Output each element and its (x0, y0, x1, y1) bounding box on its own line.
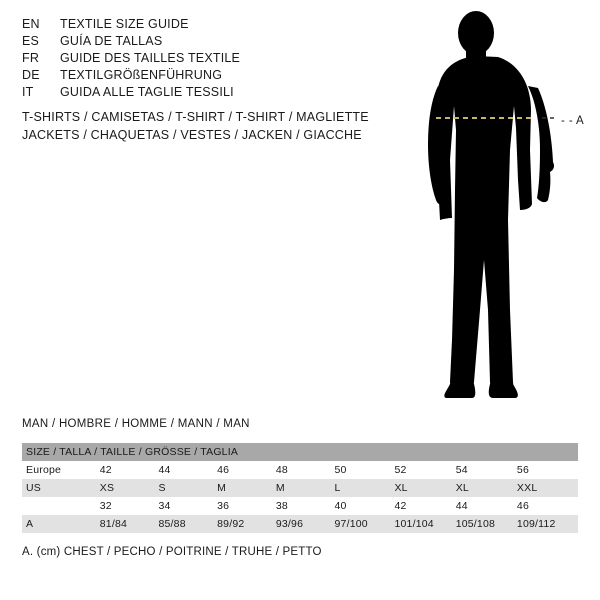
language-row-en (22, 17, 382, 34)
cell-europe-4: 48 (275, 464, 288, 476)
silhouette-icon (398, 10, 598, 405)
category-line-jackets: JACKETS / CHAQUETAS / VESTES / JACKEN / GIACCHE (22, 128, 362, 142)
cell-usnum-3: 36 (217, 500, 230, 512)
cell-us-5: L (334, 482, 341, 494)
cell-us-8: XXL (516, 482, 538, 494)
cell-us-4: M (275, 482, 285, 494)
category-block (22, 110, 422, 146)
male-silhouette-figure (398, 10, 598, 405)
size-table (22, 443, 578, 533)
cell-europe-7: 54 (455, 464, 468, 476)
language-row-de (22, 68, 382, 85)
table-header-label: SIZE / TALLA / TAILLE / GRÖSSE / TAGLIA (26, 446, 239, 458)
table-title-man: MAN / HOMBRE / HOMME / MANN / MAN (22, 418, 250, 430)
language-row-fr (22, 51, 382, 68)
cell-europe-2: 44 (158, 464, 171, 476)
cell-usnum-6: 42 (394, 500, 407, 512)
table-row (22, 461, 578, 479)
category-line-tshirts: T-SHIRTS / CAMISETAS / T-SHIRT / T-SHIRT / MAGLIETTE (22, 110, 369, 124)
cell-usnum-8: 46 (516, 500, 529, 512)
cell-us-7: XL (455, 482, 469, 494)
cell-europe-6: 52 (394, 464, 407, 476)
cell-usnum-4: 38 (275, 500, 288, 512)
table-row (22, 479, 578, 497)
language-header-block (22, 17, 382, 102)
table-row (22, 515, 578, 533)
language-text-de: TEXTILGRÖßENFÜHRUNG (60, 68, 223, 82)
language-text-fr: GUIDE DES TAILLES TEXTILE (60, 51, 241, 65)
cell-us-3: M (217, 482, 227, 494)
row-label-europe: Europe (26, 464, 62, 476)
row-label-us-numeric (22, 497, 100, 515)
cell-europe-1: 42 (99, 464, 112, 476)
language-row-es (22, 34, 382, 51)
cell-us-6: XL (394, 482, 408, 494)
language-code-fr: FR (22, 51, 40, 65)
row-label-a: A (26, 518, 34, 530)
language-code-es: ES (22, 34, 40, 48)
cell-a-7: 105/108 (455, 518, 496, 530)
language-code-en: EN (22, 17, 40, 31)
cell-a-2: 85/88 (158, 518, 186, 530)
table-row (22, 497, 578, 515)
cell-usnum-2: 34 (158, 500, 171, 512)
cell-a-6: 101/104 (394, 518, 434, 530)
cell-a-5: 97/100 (334, 518, 368, 530)
cell-a-1: 81/84 (99, 518, 128, 530)
footnote-chest-measure: A. (cm) CHEST / PECHO / POITRINE / TRUHE / PETTO (22, 546, 322, 558)
cell-a-3: 89/92 (217, 518, 245, 530)
cell-europe-3: 46 (217, 464, 230, 476)
language-code-de: DE (22, 68, 40, 82)
cell-usnum-5: 40 (334, 500, 347, 512)
cell-usnum-7: 44 (455, 500, 468, 512)
cell-us-2: S (158, 482, 166, 494)
language-text-it: GUIDA ALLE TAGLIE TESSILI (60, 85, 234, 99)
cell-us-1: XS (99, 482, 115, 494)
cell-a-8: 109/112 (516, 518, 556, 530)
cell-usnum-1: 32 (99, 500, 112, 512)
language-row-it (22, 85, 382, 102)
table-header-row (22, 443, 578, 461)
cell-europe-5: 50 (334, 464, 347, 476)
cell-a-4: 93/96 (275, 518, 304, 530)
measure-label-a: - - A (561, 115, 585, 127)
row-label-us: US (26, 482, 41, 494)
language-text-es: GUÍA DE TALLAS (60, 34, 163, 48)
language-code-it: IT (22, 85, 34, 99)
language-text-en: TEXTILE SIZE GUIDE (60, 17, 189, 31)
cell-europe-8: 56 (516, 464, 529, 476)
